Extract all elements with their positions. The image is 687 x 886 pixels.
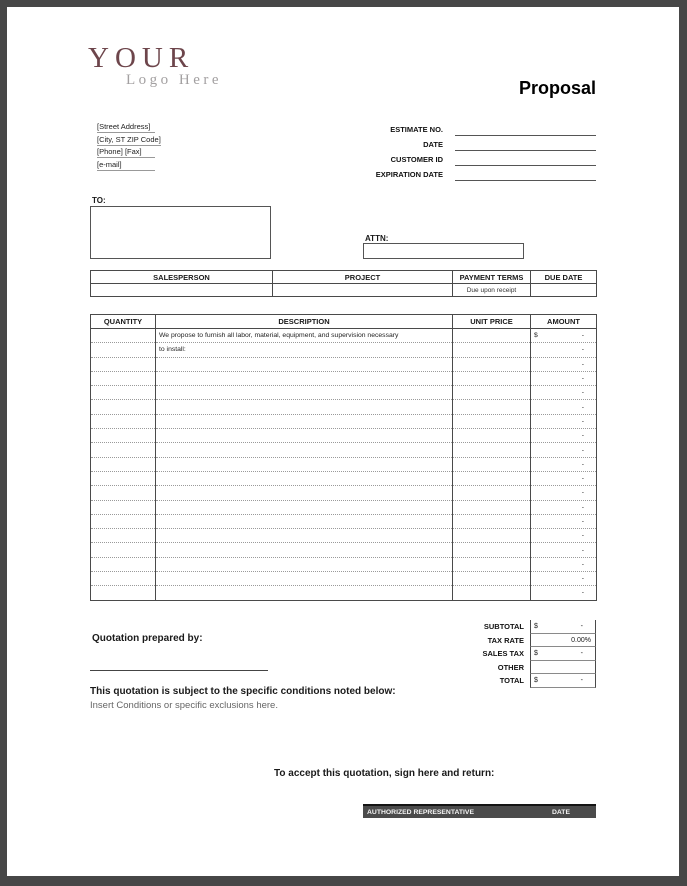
item-unit-price-cell[interactable] <box>453 543 531 557</box>
conditions-placeholder: Insert Conditions or specific exclusions here. <box>90 700 278 711</box>
quantity-header: QUANTITY <box>91 315 156 329</box>
totals-amount-cell[interactable] <box>530 634 596 648</box>
item-amount-cell[interactable] <box>531 429 597 443</box>
totals-row <box>90 647 596 661</box>
item-row <box>91 357 597 371</box>
amount-value: - <box>581 375 584 383</box>
estimate-meta-fields <box>88 121 596 181</box>
company-logo <box>88 42 222 89</box>
item-description-cell[interactable] <box>156 500 453 514</box>
item-description-cell[interactable] <box>156 543 453 557</box>
item-row <box>91 414 597 428</box>
amount-value: - <box>581 518 584 525</box>
item-row <box>91 543 597 557</box>
item-description-cell[interactable]: We propose to furnish all labor, material, equipment, and supervision necessary <box>156 329 453 343</box>
company-email: [e-mail] <box>97 160 155 171</box>
amount-value: - <box>581 460 584 468</box>
item-quantity-cell[interactable] <box>91 371 156 385</box>
line-items-table <box>90 314 597 601</box>
item-unit-price-cell[interactable] <box>453 443 531 457</box>
item-unit-price-cell[interactable] <box>453 557 531 571</box>
item-description-cell[interactable] <box>156 514 453 528</box>
item-description-cell[interactable] <box>156 471 453 485</box>
totals-amount-cell[interactable] <box>530 674 596 688</box>
item-description-cell[interactable] <box>156 443 453 457</box>
company-phone-fax: [Phone] [Fax] <box>97 147 155 158</box>
item-quantity-cell[interactable] <box>91 514 156 528</box>
to-address-field[interactable] <box>90 206 271 259</box>
totals-label: TAX RATE <box>487 635 524 645</box>
item-amount-cell[interactable] <box>531 586 597 600</box>
payment-terms-cell[interactable]: Due upon receipt <box>453 284 531 297</box>
item-unit-price-cell[interactable] <box>453 529 531 543</box>
item-row <box>91 429 597 443</box>
item-description-cell[interactable] <box>156 586 453 600</box>
item-amount-cell[interactable] <box>531 500 597 514</box>
amount-value: - <box>581 403 584 411</box>
amount-value: - <box>581 489 584 497</box>
item-row <box>91 572 597 586</box>
item-description-cell[interactable] <box>156 414 453 428</box>
amount-value: - <box>581 446 584 454</box>
amount-value: - <box>581 575 584 583</box>
currency-symbol: $ <box>534 623 538 630</box>
meta-row-customer-id <box>88 151 596 166</box>
item-unit-price-cell[interactable] <box>453 471 531 485</box>
due-date-header: DUE DATE <box>531 271 597 284</box>
item-row <box>91 486 597 500</box>
prepared-by-signature-line[interactable] <box>90 670 268 671</box>
amount-value: - <box>581 432 584 440</box>
attn-label: ATTN: <box>365 234 389 243</box>
item-description-cell[interactable] <box>156 386 453 400</box>
item-amount-cell[interactable] <box>531 543 597 557</box>
item-unit-price-cell[interactable] <box>453 457 531 471</box>
expiration-date-label: EXPIRATION DATE <box>375 170 443 179</box>
totals-value: - <box>580 623 583 630</box>
estimate-no-label: ESTIMATE NO. <box>390 125 443 134</box>
item-row <box>91 400 597 414</box>
item-amount-cell[interactable] <box>531 329 597 343</box>
item-amount-cell[interactable] <box>531 371 597 385</box>
currency-symbol: $ <box>534 677 538 685</box>
item-amount-cell[interactable] <box>531 443 597 457</box>
meta-row-expiration-date <box>88 166 596 181</box>
line-items-header-row <box>91 315 597 329</box>
currency-symbol: $ <box>534 332 538 340</box>
meta-row-estimate-no <box>88 121 596 136</box>
amount-value: - <box>581 475 584 483</box>
signature-date-label: DATE <box>552 808 570 816</box>
totals-label: OTHER <box>497 662 524 672</box>
item-unit-price-cell[interactable] <box>453 329 531 343</box>
project-cell[interactable] <box>273 284 453 297</box>
totals-label: SUBTOTAL <box>483 622 524 631</box>
authorized-representative-label: AUTHORIZED REPRESENTATIVE <box>367 808 474 816</box>
totals-value: - <box>580 650 583 658</box>
item-quantity-cell[interactable] <box>91 586 156 600</box>
item-row <box>91 371 597 385</box>
totals-amount-cell[interactable] <box>530 620 596 634</box>
item-description-cell[interactable] <box>156 457 453 471</box>
item-description-cell[interactable] <box>156 400 453 414</box>
item-quantity-cell[interactable] <box>91 414 156 428</box>
item-quantity-cell[interactable] <box>91 572 156 586</box>
item-row <box>91 586 597 600</box>
totals-value: - <box>580 677 583 685</box>
item-quantity-cell[interactable] <box>91 443 156 457</box>
item-amount-cell[interactable] <box>531 386 597 400</box>
item-amount-cell[interactable] <box>531 529 597 543</box>
item-row <box>91 471 597 485</box>
item-quantity-cell[interactable] <box>91 329 156 343</box>
item-description-cell[interactable] <box>156 572 453 586</box>
item-amount-cell[interactable] <box>531 357 597 371</box>
amount-value: - <box>581 346 584 354</box>
prepared-by-label: Quotation prepared by: <box>92 633 203 644</box>
amount-value: - <box>581 503 584 511</box>
item-description-cell[interactable] <box>156 371 453 385</box>
item-row <box>91 514 597 528</box>
unit-price-header: UNIT PRICE <box>453 315 531 329</box>
item-amount-cell[interactable] <box>531 343 597 357</box>
item-amount-cell[interactable] <box>531 486 597 500</box>
totals-label: TOTAL <box>499 676 524 686</box>
item-quantity-cell[interactable] <box>91 529 156 543</box>
item-quantity-cell[interactable] <box>91 386 156 400</box>
company-city-state-zip: [City, ST ZIP Code] <box>97 134 161 144</box>
payment-terms-header: PAYMENT TERMS <box>453 271 531 284</box>
amount-value: - <box>581 417 584 425</box>
item-row <box>91 343 597 357</box>
item-amount-cell[interactable] <box>531 471 597 485</box>
to-label: TO: <box>92 196 106 205</box>
item-unit-price-cell[interactable] <box>453 414 531 428</box>
order-info-header-row <box>91 271 597 284</box>
item-amount-cell[interactable] <box>531 514 597 528</box>
date-field[interactable] <box>455 139 596 151</box>
currency-symbol: $ <box>534 650 538 658</box>
date-label: DATE <box>423 140 443 149</box>
order-info-table <box>90 270 597 297</box>
meta-row-date <box>88 136 596 151</box>
item-quantity-cell[interactable] <box>91 400 156 414</box>
logo-text-primary: YOUR <box>88 42 195 74</box>
item-row <box>91 500 597 514</box>
salesperson-header: SALESPERSON <box>91 271 273 284</box>
item-quantity-cell[interactable] <box>91 543 156 557</box>
item-unit-price-cell[interactable] <box>453 400 531 414</box>
page-title: Proposal <box>518 78 596 98</box>
amount-header: AMOUNT <box>531 315 597 329</box>
signature-bar <box>363 804 596 818</box>
project-header: PROJECT <box>273 271 453 284</box>
item-unit-price-cell[interactable] <box>453 429 531 443</box>
item-description-cell[interactable] <box>156 486 453 500</box>
item-quantity-cell[interactable] <box>91 486 156 500</box>
item-amount-cell[interactable] <box>531 572 597 586</box>
expiration-date-field[interactable] <box>455 169 596 181</box>
item-row <box>91 557 597 571</box>
customer-id-label: CUSTOMER ID <box>390 155 443 164</box>
items-table-body <box>91 329 597 601</box>
amount-value: - <box>581 589 584 597</box>
amount-value: - <box>581 360 584 368</box>
totals-row <box>90 620 596 634</box>
item-row <box>91 529 597 543</box>
item-unit-price-cell[interactable] <box>453 572 531 586</box>
totals-amount-cell[interactable] <box>530 661 596 675</box>
item-unit-price-cell[interactable] <box>453 371 531 385</box>
item-row <box>91 329 597 343</box>
company-street: [Street Address] <box>97 122 155 133</box>
customer-id-field[interactable] <box>455 154 596 166</box>
item-description-cell[interactable] <box>156 357 453 371</box>
item-quantity-cell[interactable] <box>91 429 156 443</box>
item-unit-price-cell[interactable] <box>453 343 531 357</box>
item-quantity-cell[interactable] <box>91 343 156 357</box>
attn-field[interactable] <box>363 243 524 259</box>
item-unit-price-cell[interactable] <box>453 514 531 528</box>
due-date-cell[interactable] <box>531 284 597 297</box>
item-description-cell[interactable] <box>156 557 453 571</box>
item-unit-price-cell[interactable] <box>453 500 531 514</box>
amount-value: - <box>581 532 584 540</box>
item-row <box>91 443 597 457</box>
amount-value: - <box>581 389 584 397</box>
totals-label: SALES TAX <box>482 649 524 659</box>
salesperson-cell[interactable] <box>91 284 273 297</box>
item-description-cell[interactable] <box>156 529 453 543</box>
item-unit-price-cell[interactable] <box>453 386 531 400</box>
item-quantity-cell[interactable] <box>91 457 156 471</box>
item-row <box>91 386 597 400</box>
item-quantity-cell[interactable] <box>91 500 156 514</box>
item-amount-cell[interactable] <box>531 457 597 471</box>
item-amount-cell[interactable] <box>531 400 597 414</box>
item-quantity-cell[interactable] <box>91 357 156 371</box>
item-amount-cell[interactable] <box>531 557 597 571</box>
estimate-no-field[interactable] <box>455 124 596 136</box>
item-description-cell[interactable]: to install: <box>156 343 453 357</box>
logo-text-secondary: Logo Here <box>126 72 223 88</box>
amount-value: - <box>581 332 584 340</box>
amount-value: - <box>581 560 584 568</box>
totals-rows <box>90 620 596 688</box>
totals-row <box>90 661 596 675</box>
totals-amount-cell[interactable] <box>530 647 596 661</box>
item-row <box>91 457 597 471</box>
item-unit-price-cell[interactable] <box>453 357 531 371</box>
item-quantity-cell[interactable] <box>91 471 156 485</box>
conditions-heading: This quotation is subject to the specific conditions noted below: <box>90 686 396 697</box>
order-info-value-row <box>91 284 597 297</box>
item-unit-price-cell[interactable] <box>453 486 531 500</box>
item-amount-cell[interactable] <box>531 414 597 428</box>
acceptance-instruction: To accept this quotation, sign here and return: <box>274 768 495 779</box>
description-header: DESCRIPTION <box>156 315 453 329</box>
item-quantity-cell[interactable] <box>91 557 156 571</box>
item-description-cell[interactable] <box>156 429 453 443</box>
totals-value: 0.00% <box>571 636 591 644</box>
amount-value: - <box>581 546 584 554</box>
item-unit-price-cell[interactable] <box>453 586 531 600</box>
